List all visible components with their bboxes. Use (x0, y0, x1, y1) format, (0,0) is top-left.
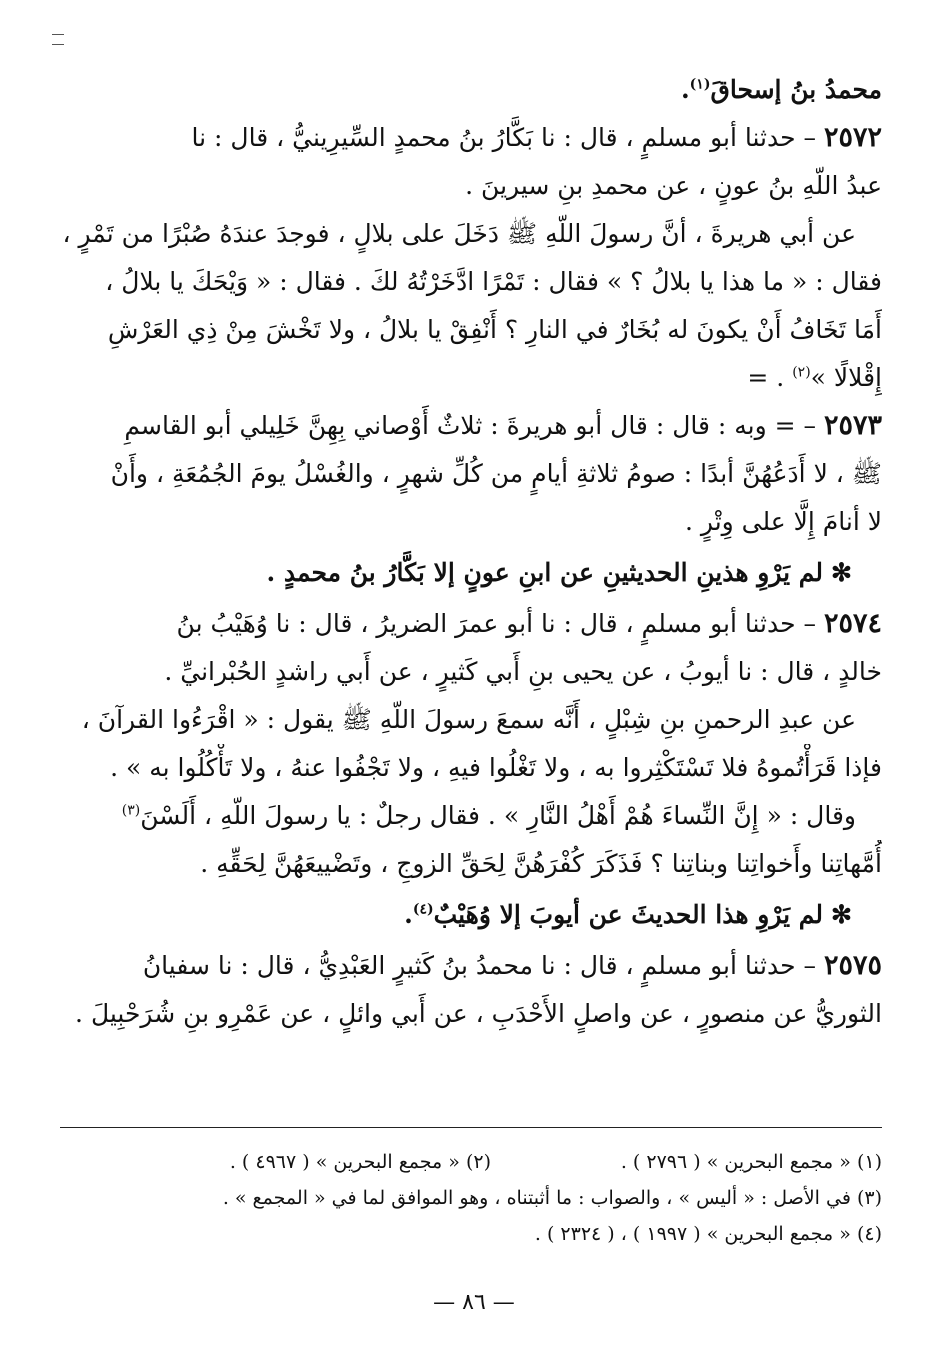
hadith-2575-line: ٢٥٧٥ – حدثنا أبو مسلمٍ ، قال : نا محمدُ بنُ كَثيرٍ العَبْدِيُّ ، قال : نا سفيانُ (142, 950, 882, 981)
footnote-ref: (٢) (792, 364, 811, 381)
main-text (48, 66, 882, 1038)
footnote-ref: (٤) (412, 901, 434, 918)
hadith-2574-line: ٢٥٧٤ – حدثنا أبو مسلمٍ ، قال : نا أبو عمرَ الضريرُ ، قال : نا وُهَيْبُ بنُ (176, 608, 882, 639)
hadith-2573-line: ٢٥٧٣ – = وبه : قال : قال أبو هريرةَ : ثلاثٌ أَوْصاني بِهِنَّ خَلِيلي أبو القاسمِ (124, 410, 882, 441)
footnote-row (100, 1144, 882, 1180)
footnote-1: (١) « مجمع البحرين » ( ٢٧٩٦ ) . (620, 1151, 882, 1173)
hadith-2572-line: عن أبي هريرةَ ، أنَّ رسولَ اللّهِ ﷺ دَخَلَ على بلالٍ ، فوجدَ عندَهُ صُبْرًا من تَمْرٍ ، (62, 219, 856, 248)
margin-mark (52, 34, 64, 35)
hadith-2572-line: عبدُ اللّهِ بنُ عونٍ ، عن محمدِ بنِ سيرينَ . (465, 171, 882, 200)
footnote-3: (٣) في الأصل : « أليس » ، والصواب : ما أثبتناه ، وهو الموافق لما في « المجمع » . (222, 1187, 882, 1209)
footnote-ref: (١) (689, 76, 711, 93)
editor-note: ✻لم يَرْوِ هذينِ الحديثينِ عن ابنِ عونٍ إلا بَكَّارُ بنُ محمدٍ . (266, 558, 852, 587)
hadith-2574-line: فإذا قَرَأْتُموهُ فلا تَسْتَكْثِروا به ، ولا تَغْلُوا فيهِ ، ولا تَجْفُوا عنهُ ، ولا تَأْكُلُوا به » . (110, 753, 882, 782)
footnote-4: (٤) « مجمع البحرين » ( ١٩٩٧ ) ، ( ٢٣٢٤ ) . (534, 1223, 882, 1245)
footnote-ref: (٣) (121, 802, 141, 819)
footnotes (100, 1144, 882, 1252)
hadith-2574-line: وقال : « إِنَّ النِّساءَ هُمْ أَهْلُ النَّارِ » . فقال رجلٌ : يا رسولَ اللّهِ ، أَلَسْنَ$^{(٣)}$ (121, 801, 856, 830)
footnote-2: (٢) « مجمع البحرين » ( ٤٩٦٧ ) . (229, 1151, 491, 1173)
hadith-number: ٢٥٧٢ (823, 122, 882, 153)
hadith-2573-line: لا أنامَ إِلَّا على وِتْرٍ . (685, 507, 882, 536)
hadith-2574-line: أُمَّهاتِنا وأَخواتِنا وبناتِنا ؟ فَذَكَرَ كُفْرَهُنَّ لِحَقِّ الزوجِ ، وتَضْييعَهُنَّ لِحَقِّهِ . (200, 849, 882, 878)
star-icon: ✻ (831, 900, 852, 929)
page-number: — ٨٦ — (433, 1290, 515, 1315)
hadith-2574-line: عن عبدِ الرحمنِ بنِ شِبْلٍ ، أَنَّه سمعَ رسولَ اللّهِ ﷺ يقول : « اقْرَءُوا القرآنَ ، (81, 705, 856, 734)
hadith-2573-line: ﷺ ، لا أَدَعُهُنَّ أبدًا : صومُ ثلاثةِ أيامٍ من كُلِّ شهرٍ ، والغُسْلُ يومَ الجُمُعَةِ ، وأَنْ (110, 459, 882, 488)
editor-note: ✻لم يَرْوِ هذا الحديثَ عن أيوبَ إلا وُهَيْبٌ$^{(٤)}$. (404, 900, 852, 929)
footnote-separator (60, 1127, 882, 1128)
hadith-2572-line: ٢٥٧٢ – حدثنا أبو مسلمٍ ، قال : نا بَكَّارُ بنُ محمدٍ السِّيرِينيُّ ، قال : نا (191, 122, 882, 153)
hadith-number: ٢٥٧٥ (823, 950, 882, 981)
star-icon: ✻ (831, 558, 852, 587)
hadith-2572-line: إِقْلالًا »$^{(٢)}$ . = (747, 363, 882, 392)
opening-line: محمدُ بنُ إسحاقَ$^{(١)}$. (680, 75, 882, 104)
hadith-2572-line: فقال : « ما هذا يا بلالُ ؟ » فقال : تَمْرًا ادَّخَرْتُهُ لكَ . فقال : « وَيْحَكَ يا بلالُ ، (105, 267, 882, 296)
hadith-number: ٢٥٧٣ (823, 410, 882, 441)
hadith-2575-line: الثوريُّ عن منصورٍ ، عن واصلٍ الأَحْدَبِ ، عن أَبي وائلٍ ، عن عَمْرِو بنِ شُرَحْبِيلَ . (75, 999, 882, 1028)
hadith-number: ٢٥٧٤ (823, 608, 882, 639)
hadith-2572-line: أَمَا تَخَافُ أَنْ يكونَ له بُخَارٌ في النارِ ؟ أَنْفِقْ يا بلالُ ، ولا تَخْشَ مِنْ ذِي العَرْشِ (107, 315, 882, 344)
hadith-2574-line: خالدٍ ، قال : نا أيوبُ ، عن يحيى بنِ أَبي كَثيرٍ ، عن أَبي راشدٍ الحُبْرانيِّ . (164, 657, 882, 686)
margin-mark (52, 44, 64, 45)
